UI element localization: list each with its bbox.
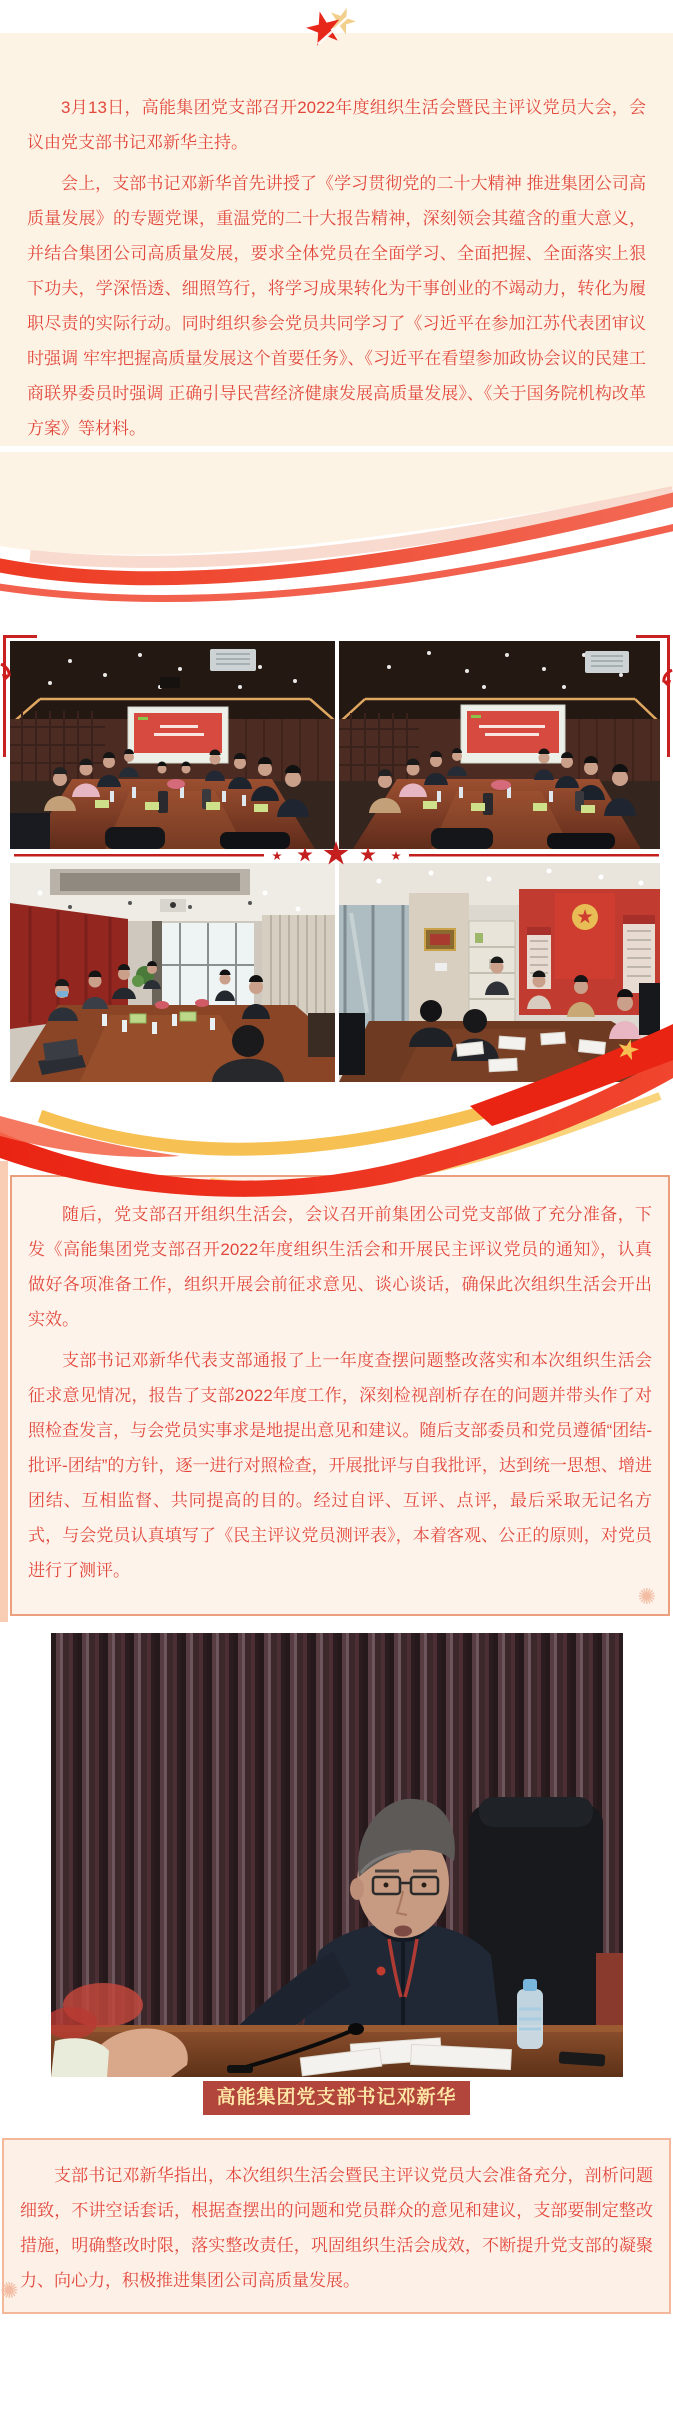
highlight-box-section bbox=[0, 1175, 673, 1616]
portrait-caption: 高能集团党支部书记邓新华 bbox=[203, 2081, 469, 2115]
meeting-photo-2[interactable] bbox=[339, 641, 660, 849]
meeting-photo-4[interactable] bbox=[339, 863, 660, 1082]
flower-decoration-icon: ✺ bbox=[0, 2278, 19, 2303]
flower-decoration-icon: ✺ bbox=[637, 1584, 656, 1609]
ribbon-section bbox=[0, 1082, 673, 1175]
page-top-strip bbox=[0, 0, 673, 33]
intro-section bbox=[0, 33, 673, 446]
closing-paragraph: 支部书记邓新华指出，本次组织生活会暨民主评议党员大会准备充分，剖析问题细致，不讲空话套话，根据查摆出的问题和党员群众的意见和建议，支部要制定整改措施，明确整改时限，落实整改责任，巩固组织生活会成效，不断提升党支部的凝聚力、向心力，积极推进集团公司高质量发展。 bbox=[20, 2166, 653, 2290]
intro-paragraph-1: 3月13日，高能集团党支部召开2022年度组织生活会暨民主评议党员大会，会议由党支部书记邓新华主持。 bbox=[27, 98, 646, 152]
stars-row-divider bbox=[0, 841, 673, 869]
down-arrow-icon bbox=[0, 663, 14, 683]
meeting-photo-1[interactable] bbox=[10, 641, 335, 849]
intro-paragraph-2: 会上，支部书记邓新华首先讲授了《学习贯彻党的二十大精神 推进集团公司高质量发展》的专题党课，重温党的二十大报告精神，深刻领会其蕴含的重大意义，并结合集团公司高质量发展，要求全体党员在全面学习、全面把握、全面落实上狠下功夫，学深悟透、细照笃行，将学习成果转化为干事创业的不竭动力，转化为履职尽责的实际行动。同时组织参会党员共同学习了《习近平在参加江苏代表团审议时强调 牢牢把握高质量发展这个首要任务》、《习近平在看望参加政协会议的民建工商联界委员时强调 正确引导民营经济健康发展高质量发展》、《关于国务院机构改革方案》等材料。 bbox=[27, 174, 646, 438]
portrait-photo[interactable] bbox=[51, 1633, 623, 2077]
photo-grid bbox=[0, 641, 673, 1082]
frame-corner-top-left-v bbox=[3, 635, 6, 757]
box-accent-bar bbox=[0, 1161, 8, 1622]
closing-box bbox=[2, 2138, 671, 2314]
down-arrow-icon bbox=[659, 669, 673, 689]
highlight-box bbox=[10, 1175, 670, 1616]
red-gold-star-icon bbox=[298, 2, 366, 52]
meeting-photo-3[interactable] bbox=[10, 863, 335, 1082]
frame-corner-top-left bbox=[3, 635, 37, 638]
wave-divider bbox=[0, 452, 673, 602]
frame-corner-top-right-v bbox=[667, 635, 670, 757]
box-paragraph-2: 支部书记邓新华代表支部通报了上一年度查摆问题整改落实和本次组织生活会征求意见情况，报告了支部2022年度工作，深刻检视剖析存在的问题并带头作了对照检查发言，与会党员实事求是地提出意见和建议。随后支部委员和党员遵循“团结-批评-团结”的方针，逐一进行对照检查，开展批评与自我批评，达到统一思想、增进团结、互相监督、共同提高的目的。经过自评、互评、点评，最后采取无记名方式，与会党员认真填写了《民主评议党员测评表》，本着客观、公正的原则，对党员进行了测评。 bbox=[28, 1351, 652, 1580]
box-paragraph-1: 随后，党支部召开组织生活会，会议召开前集团公司党支部做了充分准备，下发《高能集团党支部召开2022年度组织生活会和开展民主评议党员的通知》，认真做好各项准备工作，组织开展会前征求意见、谈心谈话，确保此次组织生活会开出实效。 bbox=[28, 1205, 652, 1329]
frame-corner-top-right bbox=[636, 635, 670, 638]
